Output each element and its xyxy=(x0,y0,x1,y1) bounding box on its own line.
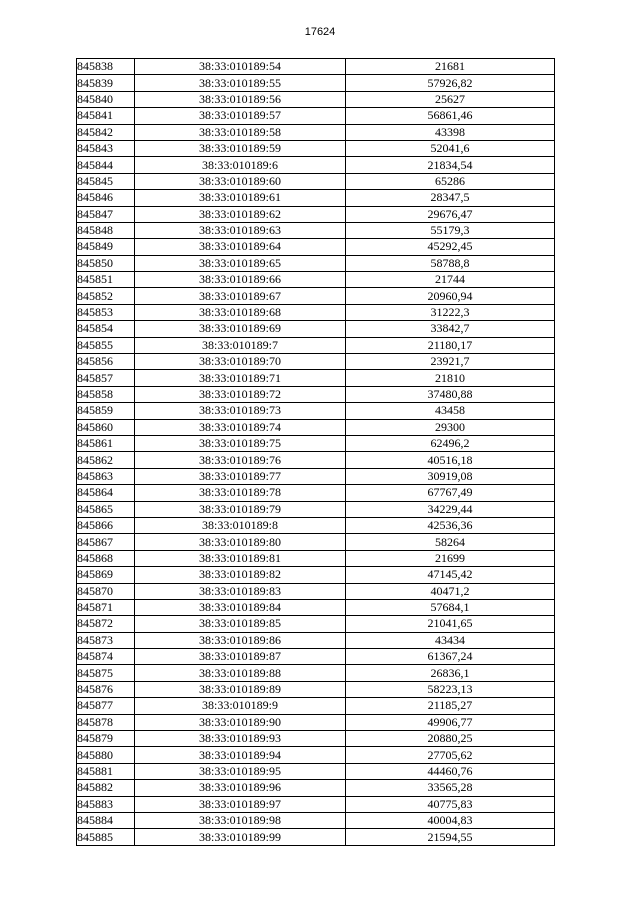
row-number-cell: 845849 xyxy=(77,239,135,255)
table-row xyxy=(77,485,555,501)
cadastral-number-cell: 38:33:010189:94 xyxy=(135,747,346,763)
row-number-cell: 845870 xyxy=(77,583,135,599)
cadastral-number-cell: 38:33:010189:99 xyxy=(135,829,346,845)
row-number-cell: 845861 xyxy=(77,435,135,451)
table-body xyxy=(77,59,555,846)
table-row xyxy=(77,567,555,583)
table-row xyxy=(77,435,555,451)
table-row xyxy=(77,681,555,697)
value-cell: 49906,77 xyxy=(346,714,555,730)
table-row xyxy=(77,468,555,484)
table-row xyxy=(77,583,555,599)
table-row xyxy=(77,272,555,288)
table-row xyxy=(77,616,555,632)
row-number-cell: 845839 xyxy=(77,75,135,91)
row-number-cell: 845854 xyxy=(77,321,135,337)
cadastral-number-cell: 38:33:010189:70 xyxy=(135,354,346,370)
cadastral-number-cell: 38:33:010189:9 xyxy=(135,698,346,714)
row-number-cell: 845880 xyxy=(77,747,135,763)
row-number-cell: 845847 xyxy=(77,206,135,222)
value-cell: 30919,08 xyxy=(346,468,555,484)
cadastral-number-cell: 38:33:010189:60 xyxy=(135,173,346,189)
cadastral-number-cell: 38:33:010189:83 xyxy=(135,583,346,599)
cadastral-number-cell: 38:33:010189:95 xyxy=(135,763,346,779)
value-cell: 40471,2 xyxy=(346,583,555,599)
table-row xyxy=(77,698,555,714)
value-cell: 21594,55 xyxy=(346,829,555,845)
cadastral-number-cell: 38:33:010189:88 xyxy=(135,665,346,681)
cadastral-number-cell: 38:33:010189:97 xyxy=(135,796,346,812)
table-row xyxy=(77,796,555,812)
value-cell: 67767,49 xyxy=(346,485,555,501)
cadastral-number-cell: 38:33:010189:66 xyxy=(135,272,346,288)
value-cell: 43434 xyxy=(346,632,555,648)
value-cell: 20960,94 xyxy=(346,288,555,304)
value-cell: 21185,27 xyxy=(346,698,555,714)
cadastral-number-cell: 38:33:010189:93 xyxy=(135,731,346,747)
table-row xyxy=(77,288,555,304)
table-row xyxy=(77,206,555,222)
value-cell: 65286 xyxy=(346,173,555,189)
value-cell: 55179,3 xyxy=(346,222,555,238)
value-cell: 29300 xyxy=(346,419,555,435)
table-row xyxy=(77,321,555,337)
table-row xyxy=(77,140,555,156)
cadastral-number-cell: 38:33:010189:80 xyxy=(135,534,346,550)
table-row xyxy=(77,239,555,255)
table-row xyxy=(77,780,555,796)
table-row xyxy=(77,91,555,107)
row-number-cell: 845838 xyxy=(77,59,135,75)
cadastral-number-cell: 38:33:010189:84 xyxy=(135,599,346,615)
table-row xyxy=(77,108,555,124)
table-row xyxy=(77,403,555,419)
row-number-cell: 845858 xyxy=(77,386,135,402)
cadastral-number-cell: 38:33:010189:8 xyxy=(135,517,346,533)
cadastral-number-cell: 38:33:010189:98 xyxy=(135,812,346,828)
cadastral-number-cell: 38:33:010189:81 xyxy=(135,550,346,566)
value-cell: 25627 xyxy=(346,91,555,107)
table-row xyxy=(77,304,555,320)
value-cell: 21699 xyxy=(346,550,555,566)
table-row xyxy=(77,370,555,386)
row-number-cell: 845875 xyxy=(77,665,135,681)
cadastral-number-cell: 38:33:010189:73 xyxy=(135,403,346,419)
row-number-cell: 845862 xyxy=(77,452,135,468)
cadastral-number-cell: 38:33:010189:58 xyxy=(135,124,346,140)
page-number: 17624 xyxy=(304,26,336,38)
value-cell: 21744 xyxy=(346,272,555,288)
table-row xyxy=(77,649,555,665)
cadastral-number-cell: 38:33:010189:85 xyxy=(135,616,346,632)
row-number-cell: 845876 xyxy=(77,681,135,697)
cadastral-number-cell: 38:33:010189:62 xyxy=(135,206,346,222)
row-number-cell: 845851 xyxy=(77,272,135,288)
value-cell: 47145,42 xyxy=(346,567,555,583)
table-row xyxy=(77,829,555,845)
cadastral-number-cell: 38:33:010189:89 xyxy=(135,681,346,697)
value-cell: 20880,25 xyxy=(346,731,555,747)
cadastral-number-cell: 38:33:010189:63 xyxy=(135,222,346,238)
value-cell: 57684,1 xyxy=(346,599,555,615)
cadastral-number-cell: 38:33:010189:90 xyxy=(135,714,346,730)
table-row xyxy=(77,75,555,91)
table-row xyxy=(77,222,555,238)
cadastral-number-cell: 38:33:010189:54 xyxy=(135,59,346,75)
cadastral-number-cell: 38:33:010189:78 xyxy=(135,485,346,501)
value-cell: 58788,8 xyxy=(346,255,555,271)
table-row xyxy=(77,59,555,75)
row-number-cell: 845843 xyxy=(77,140,135,156)
row-number-cell: 845873 xyxy=(77,632,135,648)
table-row xyxy=(77,255,555,271)
value-cell: 21180,17 xyxy=(346,337,555,353)
cadastral-number-cell: 38:33:010189:55 xyxy=(135,75,346,91)
cadastral-number-cell: 38:33:010189:82 xyxy=(135,567,346,583)
row-number-cell: 845869 xyxy=(77,567,135,583)
value-cell: 28347,5 xyxy=(346,190,555,206)
table-row xyxy=(77,550,555,566)
row-number-cell: 845872 xyxy=(77,616,135,632)
table-row xyxy=(77,452,555,468)
cadastral-number-cell: 38:33:010189:57 xyxy=(135,108,346,124)
row-number-cell: 845857 xyxy=(77,370,135,386)
value-cell: 31222,3 xyxy=(346,304,555,320)
table-row xyxy=(77,157,555,173)
value-cell: 34229,44 xyxy=(346,501,555,517)
value-cell: 56861,46 xyxy=(346,108,555,124)
cadastral-number-cell: 38:33:010189:65 xyxy=(135,255,346,271)
row-number-cell: 845878 xyxy=(77,714,135,730)
table-row xyxy=(77,534,555,550)
value-cell: 37480,88 xyxy=(346,386,555,402)
cadastral-number-cell: 38:33:010189:87 xyxy=(135,649,346,665)
cadastral-number-cell: 38:33:010189:86 xyxy=(135,632,346,648)
row-number-cell: 845874 xyxy=(77,649,135,665)
row-number-cell: 845879 xyxy=(77,731,135,747)
row-number-cell: 845865 xyxy=(77,501,135,517)
table-row xyxy=(77,354,555,370)
cadastral-number-cell: 38:33:010189:68 xyxy=(135,304,346,320)
row-number-cell: 845868 xyxy=(77,550,135,566)
table-row xyxy=(77,599,555,615)
value-cell: 43398 xyxy=(346,124,555,140)
row-number-cell: 845860 xyxy=(77,419,135,435)
row-number-cell: 845855 xyxy=(77,337,135,353)
cadastral-number-cell: 38:33:010189:76 xyxy=(135,452,346,468)
table-row xyxy=(77,501,555,517)
row-number-cell: 845866 xyxy=(77,517,135,533)
cadastral-number-cell: 38:33:010189:69 xyxy=(135,321,346,337)
row-number-cell: 845841 xyxy=(77,108,135,124)
value-cell: 43458 xyxy=(346,403,555,419)
value-cell: 58264 xyxy=(346,534,555,550)
table-row xyxy=(77,731,555,747)
row-number-cell: 845882 xyxy=(77,780,135,796)
value-cell: 23921,7 xyxy=(346,354,555,370)
table-row xyxy=(77,747,555,763)
value-cell: 45292,45 xyxy=(346,239,555,255)
table-row xyxy=(77,124,555,140)
value-cell: 44460,76 xyxy=(346,763,555,779)
row-number-cell: 845884 xyxy=(77,812,135,828)
cadastral-number-cell: 38:33:010189:72 xyxy=(135,386,346,402)
row-number-cell: 845877 xyxy=(77,698,135,714)
row-number-cell: 845840 xyxy=(77,91,135,107)
value-cell: 21681 xyxy=(346,59,555,75)
table-row xyxy=(77,190,555,206)
value-cell: 62496,2 xyxy=(346,435,555,451)
cadastral-number-cell: 38:33:010189:6 xyxy=(135,157,346,173)
row-number-cell: 845885 xyxy=(77,829,135,845)
row-number-cell: 845845 xyxy=(77,173,135,189)
value-cell: 52041,6 xyxy=(346,140,555,156)
table-row xyxy=(77,763,555,779)
value-cell: 40004,83 xyxy=(346,812,555,828)
row-number-cell: 845871 xyxy=(77,599,135,615)
cadastral-number-cell: 38:33:010189:59 xyxy=(135,140,346,156)
row-number-cell: 845859 xyxy=(77,403,135,419)
value-cell: 57926,82 xyxy=(346,75,555,91)
row-number-cell: 845881 xyxy=(77,763,135,779)
value-cell: 21834,54 xyxy=(346,157,555,173)
cadastral-number-cell: 38:33:010189:64 xyxy=(135,239,346,255)
cadastral-number-cell: 38:33:010189:61 xyxy=(135,190,346,206)
value-cell: 29676,47 xyxy=(346,206,555,222)
table-row xyxy=(77,812,555,828)
cadastral-number-cell: 38:33:010189:75 xyxy=(135,435,346,451)
cadastral-number-cell: 38:33:010189:71 xyxy=(135,370,346,386)
cadastral-number-cell: 38:33:010189:96 xyxy=(135,780,346,796)
table-row xyxy=(77,665,555,681)
value-cell: 40775,83 xyxy=(346,796,555,812)
value-cell: 58223,13 xyxy=(346,681,555,697)
row-number-cell: 845850 xyxy=(77,255,135,271)
cadastral-number-cell: 38:33:010189:74 xyxy=(135,419,346,435)
row-number-cell: 845864 xyxy=(77,485,135,501)
value-cell: 21041,65 xyxy=(346,616,555,632)
table-row xyxy=(77,419,555,435)
table-row xyxy=(77,632,555,648)
cadastral-number-cell: 38:33:010189:79 xyxy=(135,501,346,517)
value-cell: 21810 xyxy=(346,370,555,386)
row-number-cell: 845883 xyxy=(77,796,135,812)
value-cell: 33842,7 xyxy=(346,321,555,337)
table-row xyxy=(77,714,555,730)
row-number-cell: 845842 xyxy=(77,124,135,140)
table-row xyxy=(77,386,555,402)
row-number-cell: 845856 xyxy=(77,354,135,370)
row-number-cell: 845852 xyxy=(77,288,135,304)
cadastral-number-cell: 38:33:010189:7 xyxy=(135,337,346,353)
value-cell: 27705,62 xyxy=(346,747,555,763)
row-number-cell: 845863 xyxy=(77,468,135,484)
row-number-cell: 845853 xyxy=(77,304,135,320)
row-number-cell: 845846 xyxy=(77,190,135,206)
table-row xyxy=(77,517,555,533)
cadastral-number-cell: 38:33:010189:67 xyxy=(135,288,346,304)
value-cell: 40516,18 xyxy=(346,452,555,468)
table-row xyxy=(77,173,555,189)
cadastral-number-cell: 38:33:010189:56 xyxy=(135,91,346,107)
row-number-cell: 845867 xyxy=(77,534,135,550)
value-cell: 26836,1 xyxy=(346,665,555,681)
row-number-cell: 845844 xyxy=(77,157,135,173)
value-cell: 33565,28 xyxy=(346,780,555,796)
value-cell: 61367,24 xyxy=(346,649,555,665)
data-table xyxy=(76,58,555,846)
value-cell: 42536,36 xyxy=(346,517,555,533)
cadastral-number-cell: 38:33:010189:77 xyxy=(135,468,346,484)
row-number-cell: 845848 xyxy=(77,222,135,238)
table-row xyxy=(77,337,555,353)
